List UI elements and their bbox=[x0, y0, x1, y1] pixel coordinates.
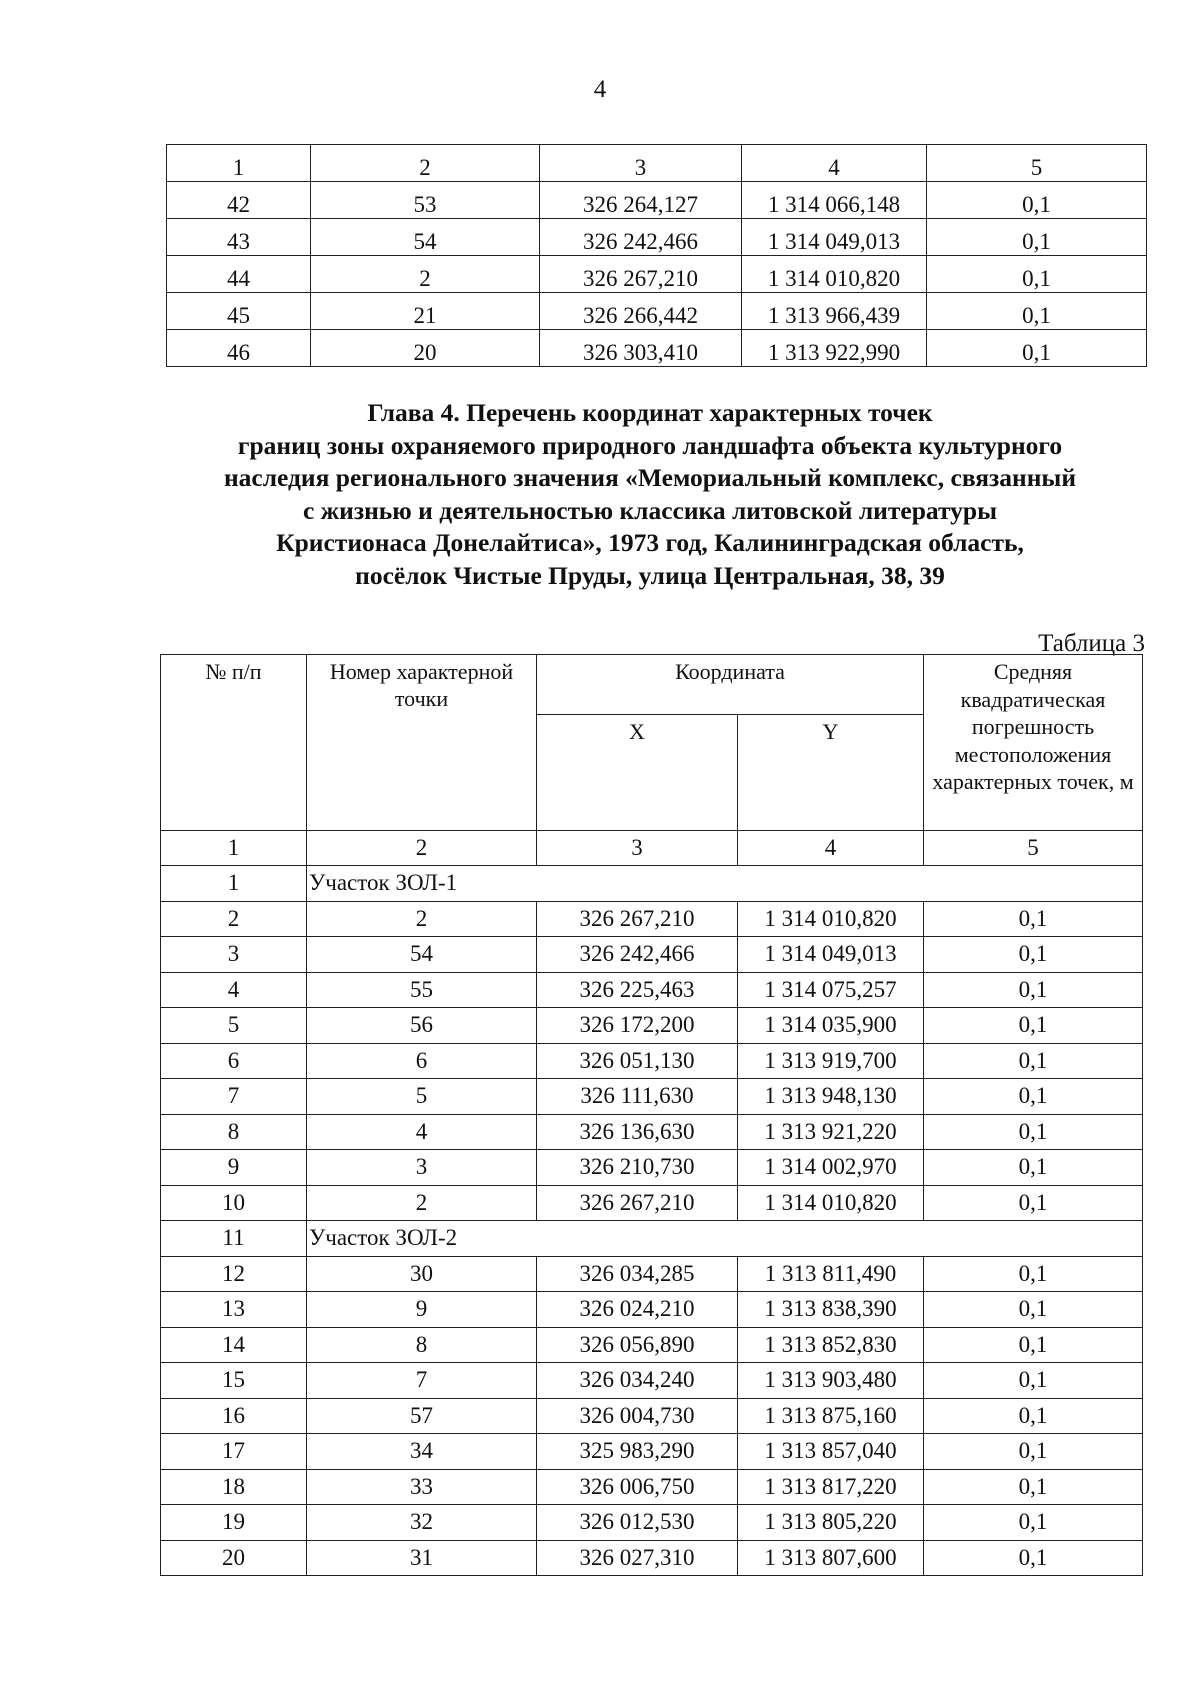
coordinate-x: 326 027,310 bbox=[537, 1540, 738, 1576]
coordinate-x: 326 004,730 bbox=[537, 1398, 738, 1434]
column-number: 3 bbox=[537, 831, 738, 866]
point-number: 4 bbox=[307, 1114, 537, 1150]
heading-line: посёлок Чистые Пруды, улица Центральная, 38, 39 bbox=[355, 560, 945, 590]
point-number: 20 bbox=[311, 330, 540, 367]
coordinate-y: 1 313 838,390 bbox=[738, 1292, 924, 1328]
error-value: 0,1 bbox=[924, 1185, 1143, 1221]
coordinates-table bbox=[160, 654, 1143, 1576]
heading-line: Глава 4. Перечень координат характерных точек bbox=[367, 398, 933, 427]
error-value: 0,1 bbox=[927, 182, 1147, 219]
table-body bbox=[161, 1256, 1143, 1576]
coordinate-y: 1 313 948,130 bbox=[738, 1079, 924, 1115]
column-number: 4 bbox=[738, 831, 924, 866]
table-row bbox=[161, 1256, 1143, 1292]
column-number: 2 bbox=[311, 145, 540, 182]
header-x: X bbox=[537, 715, 738, 831]
error-value: 0,1 bbox=[924, 1469, 1143, 1505]
coordinate-x: 326 267,210 bbox=[537, 901, 738, 937]
error-value: 0,1 bbox=[924, 1256, 1143, 1292]
point-number: 5 bbox=[307, 1079, 537, 1115]
row-number: 6 bbox=[161, 1043, 307, 1079]
coordinate-x: 326 210,730 bbox=[537, 1150, 738, 1186]
page-number: 4 bbox=[593, 76, 607, 103]
error-value: 0,1 bbox=[927, 293, 1147, 330]
error-value: 0,1 bbox=[927, 256, 1147, 293]
row-number: 7 bbox=[161, 1079, 307, 1115]
error-value: 0,1 bbox=[924, 1008, 1143, 1044]
table-body bbox=[161, 901, 1143, 1221]
table-row bbox=[167, 182, 1147, 219]
table-row bbox=[161, 1327, 1143, 1363]
point-number: 2 bbox=[307, 1185, 537, 1221]
coordinate-x: 326 242,466 bbox=[537, 937, 738, 973]
column-number: 1 bbox=[161, 831, 307, 866]
coordinate-y: 1 313 921,220 bbox=[738, 1114, 924, 1150]
coordinate-x: 326 136,630 bbox=[537, 1114, 738, 1150]
section-row bbox=[161, 1221, 1143, 1257]
table-row bbox=[167, 219, 1147, 256]
column-number-row bbox=[167, 145, 1147, 182]
error-value: 0,1 bbox=[927, 219, 1147, 256]
column-number-row bbox=[161, 831, 1143, 866]
column-number: 5 bbox=[927, 145, 1147, 182]
error-value: 0,1 bbox=[924, 901, 1143, 937]
coordinate-x: 326 006,750 bbox=[537, 1469, 738, 1505]
coordinate-y: 1 313 811,490 bbox=[738, 1256, 924, 1292]
error-value: 0,1 bbox=[924, 1150, 1143, 1186]
coordinate-x: 325 983,290 bbox=[537, 1434, 738, 1470]
table-row bbox=[161, 1363, 1143, 1399]
coordinate-x: 326 051,130 bbox=[537, 1043, 738, 1079]
coordinate-x: 326 012,530 bbox=[537, 1505, 738, 1541]
coordinate-x: 326 225,463 bbox=[537, 972, 738, 1008]
point-number: 57 bbox=[307, 1398, 537, 1434]
row-number: 13 bbox=[161, 1292, 307, 1328]
header-row bbox=[161, 655, 1143, 715]
error-value: 0,1 bbox=[924, 1292, 1143, 1328]
coordinate-x: 326 111,630 bbox=[537, 1079, 738, 1115]
header-coordinate: Координата bbox=[537, 655, 924, 715]
header-error: Средняя квадратическая погрешность местоположения характерных точек, м bbox=[924, 655, 1143, 831]
row-number: 4 bbox=[161, 972, 307, 1008]
table-row bbox=[161, 972, 1143, 1008]
error-value: 0,1 bbox=[924, 1434, 1143, 1470]
table-row bbox=[161, 1114, 1143, 1150]
row-number: 44 bbox=[167, 256, 311, 293]
point-number: 55 bbox=[307, 972, 537, 1008]
table-row bbox=[161, 1292, 1143, 1328]
table-row bbox=[167, 256, 1147, 293]
point-number: 54 bbox=[311, 219, 540, 256]
error-value: 0,1 bbox=[924, 937, 1143, 973]
table-row bbox=[167, 330, 1147, 367]
coordinate-y: 1 314 002,970 bbox=[738, 1150, 924, 1186]
row-number: 5 bbox=[161, 1008, 307, 1044]
coordinate-y: 1 313 817,220 bbox=[738, 1469, 924, 1505]
row-number: 46 bbox=[167, 330, 311, 367]
point-number: 53 bbox=[311, 182, 540, 219]
error-value: 0,1 bbox=[924, 1540, 1143, 1576]
coordinate-y: 1 313 919,700 bbox=[738, 1043, 924, 1079]
coordinate-y: 1 314 075,257 bbox=[738, 972, 924, 1008]
point-number: 30 bbox=[307, 1256, 537, 1292]
coordinate-x: 326 266,442 bbox=[540, 293, 742, 330]
row-number: 42 bbox=[167, 182, 311, 219]
point-number: 34 bbox=[307, 1434, 537, 1470]
coordinate-y: 1 314 010,820 bbox=[738, 901, 924, 937]
row-number: 45 bbox=[167, 293, 311, 330]
point-number: 56 bbox=[307, 1008, 537, 1044]
coordinate-y: 1 313 857,040 bbox=[738, 1434, 924, 1470]
error-value: 0,1 bbox=[924, 972, 1143, 1008]
table-row bbox=[161, 1150, 1143, 1186]
error-value: 0,1 bbox=[924, 1327, 1143, 1363]
row-number: 16 bbox=[161, 1398, 307, 1434]
point-number: 9 bbox=[307, 1292, 537, 1328]
column-number: 1 bbox=[167, 145, 311, 182]
coordinate-x: 326 172,200 bbox=[537, 1008, 738, 1044]
column-number: 5 bbox=[924, 831, 1143, 866]
section-number: 1 bbox=[161, 866, 307, 902]
coordinate-y: 1 314 010,820 bbox=[742, 256, 927, 293]
row-number: 14 bbox=[161, 1327, 307, 1363]
coordinate-x: 326 056,890 bbox=[537, 1327, 738, 1363]
chapter-heading bbox=[150, 397, 1150, 592]
row-number: 18 bbox=[161, 1469, 307, 1505]
row-number: 10 bbox=[161, 1185, 307, 1221]
error-value: 0,1 bbox=[924, 1363, 1143, 1399]
point-number: 33 bbox=[307, 1469, 537, 1505]
heading-line: наследия регионального значения «Мемориальный комплекс, связанный bbox=[223, 463, 1077, 492]
table-row bbox=[161, 1008, 1143, 1044]
coordinate-x: 326 267,210 bbox=[537, 1185, 738, 1221]
table-row bbox=[161, 1469, 1143, 1505]
point-number: 2 bbox=[311, 256, 540, 293]
coordinate-x: 326 264,127 bbox=[540, 182, 742, 219]
point-number: 54 bbox=[307, 937, 537, 973]
error-value: 0,1 bbox=[924, 1079, 1143, 1115]
coordinate-y: 1 313 922,990 bbox=[742, 330, 927, 367]
table-caption: Таблица 3 bbox=[1038, 630, 1145, 657]
row-number: 9 bbox=[161, 1150, 307, 1186]
point-number: 3 bbox=[307, 1150, 537, 1186]
table-row bbox=[161, 937, 1143, 973]
section-row bbox=[161, 866, 1143, 902]
coordinate-x: 326 034,240 bbox=[537, 1363, 738, 1399]
row-number: 3 bbox=[161, 937, 307, 973]
row-number: 12 bbox=[161, 1256, 307, 1292]
row-number: 8 bbox=[161, 1114, 307, 1150]
error-value: 0,1 bbox=[924, 1043, 1143, 1079]
point-number: 6 bbox=[307, 1043, 537, 1079]
error-value: 0,1 bbox=[924, 1505, 1143, 1541]
coordinate-y: 1 314 049,013 bbox=[738, 937, 924, 973]
error-value: 0,1 bbox=[924, 1398, 1143, 1434]
coordinate-x: 326 242,466 bbox=[540, 219, 742, 256]
table-row bbox=[161, 1505, 1143, 1541]
heading-line: границ зоны охраняемого природного ландшафта объекта культурного bbox=[237, 430, 1063, 460]
point-number: 7 bbox=[307, 1363, 537, 1399]
row-number: 15 bbox=[161, 1363, 307, 1399]
coordinate-y: 1 314 066,148 bbox=[742, 182, 927, 219]
row-number: 43 bbox=[167, 219, 311, 256]
coordinates-table-continued bbox=[166, 144, 1147, 367]
section-label: Участок ЗОЛ-2 bbox=[307, 1221, 1143, 1257]
header-y: Y bbox=[738, 715, 924, 831]
coordinate-y: 1 313 852,830 bbox=[738, 1327, 924, 1363]
header-num: № п/п bbox=[161, 655, 307, 831]
table-row bbox=[161, 1398, 1143, 1434]
coordinate-y: 1 313 805,220 bbox=[738, 1505, 924, 1541]
row-number: 19 bbox=[161, 1505, 307, 1541]
header-point-number: Номер характерной точки bbox=[307, 655, 537, 831]
table-body bbox=[167, 182, 1147, 367]
coordinate-x: 326 267,210 bbox=[540, 256, 742, 293]
table-row bbox=[161, 901, 1143, 937]
row-number: 20 bbox=[161, 1540, 307, 1576]
row-number: 17 bbox=[161, 1434, 307, 1470]
heading-line: с жизнью и деятельностью классика литовской литературы bbox=[302, 495, 998, 525]
coordinate-y: 1 314 035,900 bbox=[738, 1008, 924, 1044]
error-value: 0,1 bbox=[924, 1114, 1143, 1150]
coordinate-x: 326 303,410 bbox=[540, 330, 742, 367]
column-number: 2 bbox=[307, 831, 537, 866]
error-value: 0,1 bbox=[927, 330, 1147, 367]
coordinate-y: 1 314 049,013 bbox=[742, 219, 927, 256]
point-number: 8 bbox=[307, 1327, 537, 1363]
coordinate-x: 326 034,285 bbox=[537, 1256, 738, 1292]
table-row bbox=[161, 1185, 1143, 1221]
table-row bbox=[167, 293, 1147, 330]
row-number: 2 bbox=[161, 901, 307, 937]
coordinate-x: 326 024,210 bbox=[537, 1292, 738, 1328]
section-number: 11 bbox=[161, 1221, 307, 1257]
table-row bbox=[161, 1434, 1143, 1470]
table-row bbox=[161, 1043, 1143, 1079]
heading-line: Кристионаса Донелайтиса», 1973 год, Калининградская область, bbox=[276, 528, 1024, 557]
point-number: 31 bbox=[307, 1540, 537, 1576]
column-number: 4 bbox=[742, 145, 927, 182]
table-row bbox=[161, 1540, 1143, 1576]
coordinate-y: 1 313 903,480 bbox=[738, 1363, 924, 1399]
coordinate-y: 1 314 010,820 bbox=[738, 1185, 924, 1221]
point-number: 2 bbox=[307, 901, 537, 937]
column-number: 3 bbox=[540, 145, 742, 182]
point-number: 32 bbox=[307, 1505, 537, 1541]
table-row bbox=[161, 1079, 1143, 1115]
coordinate-y: 1 313 875,160 bbox=[738, 1398, 924, 1434]
section-label: Участок ЗОЛ-1 bbox=[307, 866, 1143, 902]
point-number: 21 bbox=[311, 293, 540, 330]
coordinate-y: 1 313 807,600 bbox=[738, 1540, 924, 1576]
coordinate-y: 1 313 966,439 bbox=[742, 293, 927, 330]
